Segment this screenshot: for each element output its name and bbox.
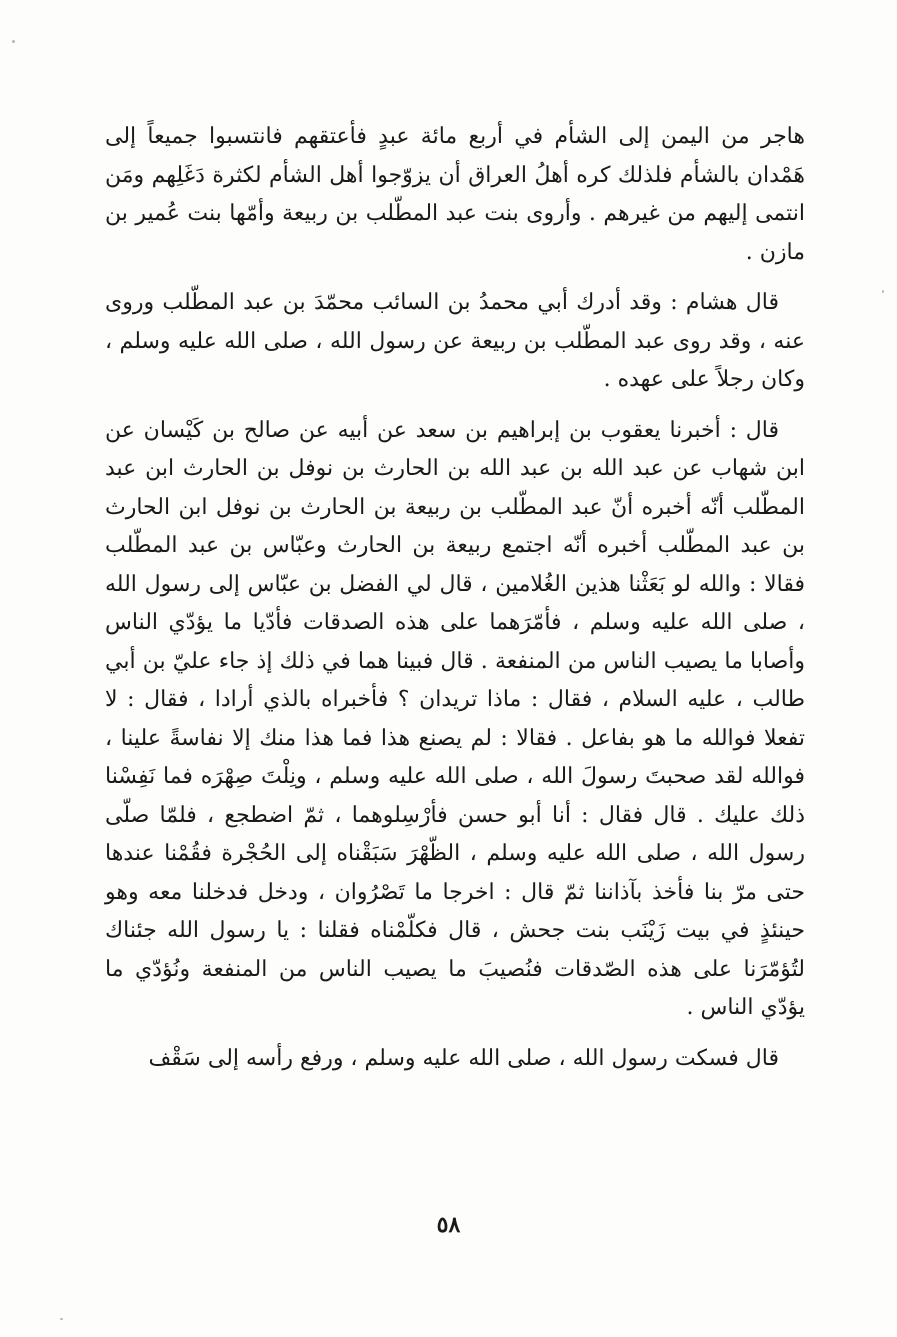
paragraph-continuation: هاجر من اليمن إلى الشأم في أربع مائة عبدٍ فأعتقهم فانتسبوا جميعاً إلى هَمْدان بالشأم فلذلك كره أهلُ العراق أن يزوّجوا أهل الشأم لكثرة دَغَلِهم ومَن انتمى إليهم من غيرهم . وأروى بنت عبد المطّلب بن ربيعة وأمّها بنت عُمير بن مازن .	[105, 124, 805, 265]
paper-speck	[60, 1318, 63, 1320]
body-text	[105, 118, 805, 1090]
paragraph-hadith-narration: قال : أخبرنا يعقوب بن إبراهيم بن سعد عن أبيه عن صالح بن كَيْسان عن ابن شهاب عن عبد الله بن عبد الله بن الحارث بن نوفل بن الحارث ابن عبد المطّلب أنّه أخبره أنّ عبد المطّلب بن ربيعة بن الحارث بن نوفل ابن الحارث بن عبد المطّلب أخبره أنّه اجتمع ربيعة بن الحارث وعبّاس بن عبد المطّلب فقالا : والله لو بَعَثْنا هذين الغُلامين ، قال لي الفضل بن عبّاس إلى رسول الله ، صلى الله عليه وسلم ، فأمّرَهما على هذه الصدقات فأدّيا ما يؤدّي الناس وأصابا ما يصيب الناس من المنفعة . قال فبينا هما في ذلك إذ جاء عليّ بن أبي طالب ، عليه السلام ، فقال : ماذا تريدان ؟ فأخبراه بالذي أرادا ، فقال : لا تفعلا فوالله ما هو بفاعل . فقالا : لم يصنع هذا فما هذا منك إلا نفاسةً علينا ، فوالله لقد صحبتَ رسولَ الله ، صلى الله عليه وسلم ، ونِلْتَ صِهْرَه فما نَفِسْنا ذلك عليك . قال فقال : أنا أبو حسن فأرْسِلوهما ، ثمّ اضطجع ، فلمّا صلّى رسول الله ، صلى الله عليه وسلم ، الظّهْرَ سَبَقْناه إلى الحُجْرة فقُمْنا عندها حتى مرّ بنا فأخذ بآذاننا ثمّ قال : اخرجا ما تَصْرُوان ، ودخل فدخلنا معه وهو حينئذٍ في بيت زَيْنَب بنت جحش ، قال فكلّمْناه فقلنا : يا رسول الله جئناك لتُؤمّرَنا على هذه الصّدقات فنُصيبَ ما يصيب الناس من المنفعة ونُؤدّي ما يؤدّي الناس .	[105, 417, 805, 1020]
paper-speck	[882, 290, 884, 293]
page-number: ٥٨	[436, 1212, 461, 1238]
paragraph-hisham: قال هشام : وقد أدرك أبي محمدُ بن السائب محمّدَ بن عبد المطّلب وروى عنه ، وقد روى عبد المطّلب بن ربيعة عن رسول الله ، صلى الله عليه وسلم ، وكان رجلاً على عهده .	[105, 290, 805, 392]
paragraph-final: قال فسكت رسول الله ، صلى الله عليه وسلم ، ورفع رأسه إلى سَقْف	[148, 1045, 779, 1071]
paper-speck	[12, 40, 15, 43]
